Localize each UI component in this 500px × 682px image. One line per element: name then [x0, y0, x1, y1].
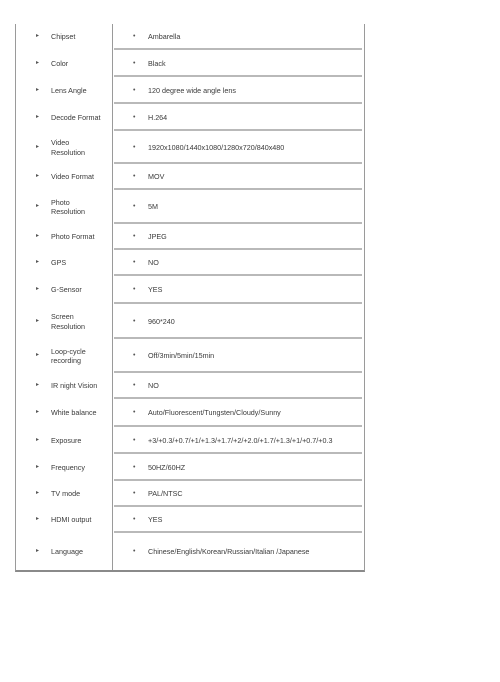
- spec-value: Ambarella: [148, 32, 181, 42]
- bullet-icon: ▸: [36, 490, 40, 497]
- spec-value: NO: [148, 381, 159, 391]
- spec-value-cell: [113, 481, 364, 507]
- spec-value: Black: [148, 58, 166, 68]
- spec-value: 50HZ/60HZ: [148, 462, 186, 472]
- spec-value: PAL/NTSC: [148, 489, 183, 499]
- spec-label: TV mode: [51, 489, 81, 499]
- spec-label: Lens Angle: [51, 85, 87, 95]
- spec-label-cell: [16, 77, 113, 104]
- bullet-icon: •: [133, 409, 136, 417]
- bullet-icon: •: [133, 173, 136, 181]
- bullet-icon: ▸: [36, 233, 40, 240]
- spec-row: [16, 373, 364, 399]
- spec-value-cell: [113, 250, 364, 276]
- spec-label: Language: [51, 546, 83, 556]
- spec-value-cell: [113, 224, 364, 250]
- bullet-icon: ▸: [36, 317, 40, 324]
- spec-label: Decode Format: [51, 112, 101, 122]
- bullet-icon: ▸: [36, 143, 40, 150]
- spec-value-cell: [113, 104, 364, 131]
- spec-value: JPEG: [148, 232, 167, 242]
- bullet-icon: ▸: [36, 113, 40, 120]
- bullet-icon: •: [133, 490, 136, 498]
- spec-row: [16, 250, 364, 276]
- spec-value: 1920x1080/1440x1080/1280x720/840x480: [148, 142, 285, 152]
- spec-row: [16, 104, 364, 131]
- spec-table: [15, 24, 365, 572]
- bullet-icon: •: [133, 286, 136, 294]
- spec-value-cell: [113, 77, 364, 104]
- spec-row: [16, 481, 364, 507]
- bullet-icon: ▸: [36, 259, 40, 266]
- bullet-icon: ▸: [36, 286, 40, 293]
- spec-value-cell: [113, 507, 364, 533]
- spec-row: [16, 50, 364, 77]
- spec-row: [16, 533, 364, 570]
- spec-row: [16, 399, 364, 427]
- spec-label-cell: [16, 224, 113, 250]
- bullet-icon: •: [133, 436, 136, 444]
- spec-row: [16, 77, 364, 104]
- bullet-icon: ▸: [36, 173, 40, 180]
- spec-label-cell: [16, 481, 113, 507]
- spec-label: GPS: [51, 258, 67, 268]
- bullet-icon: ▸: [36, 409, 40, 416]
- bullet-icon: ▸: [36, 86, 40, 93]
- bullet-icon: •: [133, 516, 136, 524]
- spec-label-cell: [16, 104, 113, 131]
- spec-value-cell: [113, 339, 364, 373]
- bullet-icon: •: [133, 317, 136, 325]
- spec-label: Photo Resolution: [51, 197, 85, 216]
- spec-row: [16, 276, 364, 304]
- spec-value-cell: [113, 164, 364, 190]
- spec-row: [16, 304, 364, 339]
- spec-label-cell: [16, 250, 113, 276]
- spec-label: Chipset: [51, 32, 76, 42]
- bullet-icon: •: [133, 59, 136, 67]
- spec-value-cell: [113, 427, 364, 454]
- spec-label-cell: [16, 339, 113, 373]
- bullet-icon: ▸: [36, 516, 40, 523]
- spec-label-cell: [16, 304, 113, 339]
- bullet-icon: •: [133, 143, 136, 151]
- spec-value: NO: [148, 258, 159, 268]
- bullet-icon: ▸: [36, 436, 40, 443]
- spec-value: YES: [148, 285, 163, 295]
- spec-value: +3/+0.3/+0.7/+1/+1.3/+1.7/+2/+2.0/+1.7/+1.3/+1/+0.7/+0.3: [148, 435, 333, 445]
- spec-row: [16, 24, 364, 50]
- bullet-icon: •: [133, 259, 136, 267]
- spec-label-cell: [16, 190, 113, 224]
- spec-label: Screen Resolution: [51, 312, 85, 331]
- bullet-icon: ▸: [36, 352, 40, 359]
- spec-value-cell: [113, 190, 364, 224]
- bullet-icon: •: [133, 352, 136, 360]
- spec-value: Auto/Fluorescent/Tungsten/Cloudy/Sunny: [148, 408, 281, 418]
- spec-label: Video Resolution: [51, 138, 85, 157]
- spec-value-cell: [113, 373, 364, 399]
- spec-value-cell: [113, 50, 364, 77]
- bullet-icon: ▸: [36, 203, 40, 210]
- spec-value-cell: [113, 131, 364, 164]
- bullet-icon: •: [133, 33, 136, 41]
- spec-row: [16, 427, 364, 454]
- bullet-icon: ▸: [36, 547, 40, 554]
- bullet-icon: ▸: [36, 382, 40, 389]
- spec-label-cell: [16, 164, 113, 190]
- spec-value: Off/3min/5min/15min: [148, 351, 215, 361]
- spec-label: Photo Format: [51, 232, 95, 242]
- bullet-icon: •: [133, 86, 136, 94]
- spec-row: [16, 190, 364, 224]
- spec-value: 960*240: [148, 316, 175, 326]
- spec-label: Loop-cycle recording: [51, 346, 86, 365]
- bullet-icon: ▸: [36, 59, 40, 66]
- spec-label: Frequency: [51, 462, 85, 472]
- spec-row: [16, 507, 364, 533]
- spec-label-cell: [16, 399, 113, 427]
- spec-label: Exposure: [51, 435, 82, 445]
- spec-value: MOV: [148, 172, 165, 182]
- spec-value-cell: [113, 454, 364, 481]
- bullet-icon: ▸: [36, 33, 40, 40]
- spec-label-cell: [16, 533, 113, 570]
- bullet-icon: •: [133, 463, 136, 471]
- spec-label-cell: [16, 276, 113, 304]
- spec-label: HDMI output: [51, 515, 92, 525]
- spec-label-cell: [16, 454, 113, 481]
- spec-value: 5M: [148, 202, 158, 212]
- spec-value: YES: [148, 515, 163, 525]
- spec-label-cell: [16, 131, 113, 164]
- spec-label-cell: [16, 50, 113, 77]
- spec-row: [16, 224, 364, 250]
- bullet-icon: •: [133, 547, 136, 555]
- spec-label: Color: [51, 58, 69, 68]
- spec-label-cell: [16, 507, 113, 533]
- spec-value-cell: [113, 399, 364, 427]
- bullet-icon: •: [133, 233, 136, 241]
- spec-row: [16, 454, 364, 481]
- spec-row: [16, 339, 364, 373]
- spec-value-cell: [113, 276, 364, 304]
- spec-label: IR night Vision: [51, 381, 98, 391]
- spec-value-cell: [113, 304, 364, 339]
- bullet-icon: •: [133, 113, 136, 121]
- spec-label-cell: [16, 24, 113, 50]
- spec-label: Video Format: [51, 172, 95, 182]
- spec-value-cell: [113, 24, 364, 50]
- spec-value-cell: [113, 533, 364, 570]
- bullet-icon: ▸: [36, 463, 40, 470]
- bullet-icon: •: [133, 382, 136, 390]
- spec-value: H.264: [148, 112, 168, 122]
- spec-value: 120 degree wide angle lens: [148, 85, 236, 95]
- spec-row: [16, 164, 364, 190]
- spec-label-cell: [16, 373, 113, 399]
- spec-value: Chinese/English/Korean/Russian/Italian /Japanese: [148, 546, 310, 556]
- spec-label: White balance: [51, 408, 97, 418]
- spec-label: G-Sensor: [51, 285, 82, 295]
- bullet-icon: •: [133, 203, 136, 211]
- spec-label-cell: [16, 427, 113, 454]
- spec-row: [16, 131, 364, 164]
